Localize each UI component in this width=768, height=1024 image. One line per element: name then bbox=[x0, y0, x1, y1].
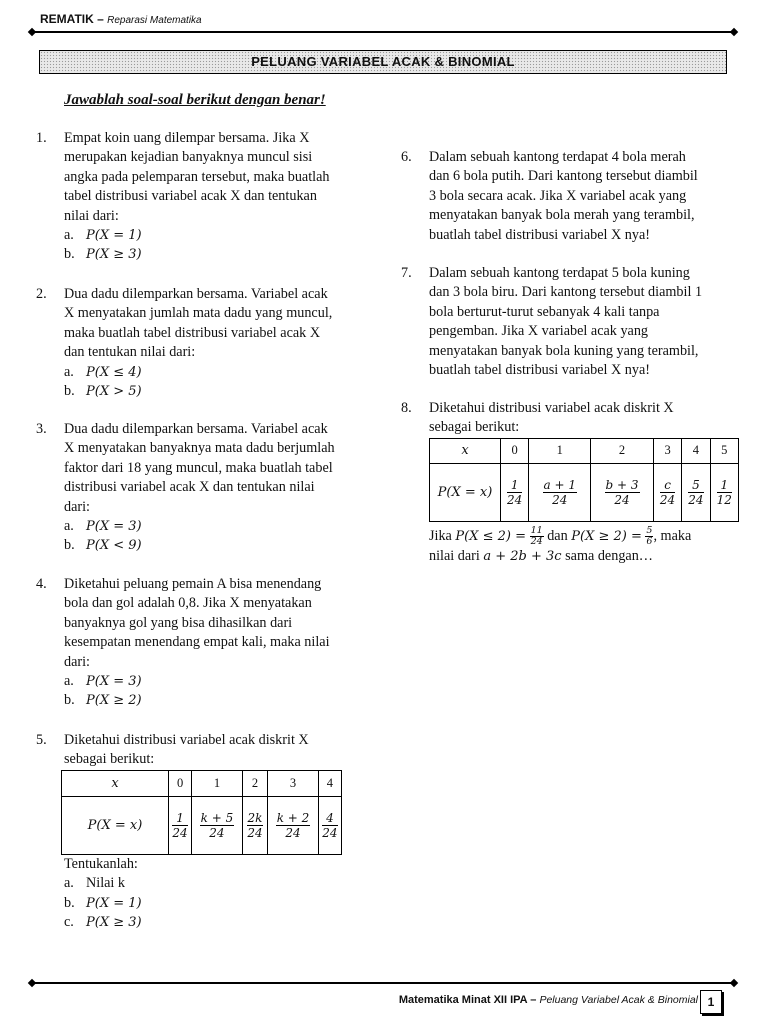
question-number: 2. bbox=[36, 286, 47, 302]
question-text: maka buatlah tabel distribusi variabel acak X bbox=[64, 324, 321, 341]
footer-rule-right-end bbox=[730, 979, 738, 987]
probability-fraction: $\frac{k + 2}{24}$ bbox=[276, 810, 310, 840]
option-label: b. bbox=[64, 692, 75, 709]
question-number: 8. bbox=[401, 400, 412, 416]
question-text: Tentukanlah: bbox=[64, 855, 138, 872]
footer-rule-left-end bbox=[28, 979, 36, 987]
table-x-value: 5 bbox=[710, 438, 738, 463]
question-text: nilai dari: bbox=[64, 207, 119, 224]
option-expression: Nilai k bbox=[86, 875, 126, 892]
question-text: menyatakan banyak bola kuning yang terambil, bbox=[429, 342, 699, 359]
question-text: Empat koin uang dilempar bersama. Jika X bbox=[64, 130, 310, 146]
header-rule-left-end bbox=[28, 28, 36, 36]
option-expression: P(X ≥ 2) bbox=[86, 693, 142, 709]
question-text: 3 bola secara acak. Jika X variabel acak yang bbox=[429, 187, 687, 204]
option-label: a. bbox=[64, 363, 74, 380]
table-x-value: 1 bbox=[529, 438, 591, 463]
question-text: sebagai berikut: bbox=[64, 751, 155, 768]
option-label: b. bbox=[64, 537, 75, 554]
option-expression: P(X = 3) bbox=[86, 519, 142, 535]
question-text: dan 3 bola biru. Dari kantong tersebut diambil 1 bbox=[429, 284, 703, 301]
question-text: Dua dadu dilemparkan bersama. Variabel acak bbox=[64, 286, 328, 302]
option-label: b. bbox=[64, 894, 75, 911]
option-expression: P(X ≤ 4) bbox=[86, 364, 142, 380]
question-text: bola dan gol adalah 0,8. Jika X menyatakan bbox=[64, 595, 312, 612]
option-label: c. bbox=[64, 914, 74, 931]
option-label: a. bbox=[64, 227, 74, 244]
question-text: distribusi variabel acak X dan tentukan nilai bbox=[64, 479, 315, 496]
question-text: banyaknya gol yang bisa dihasilkan dari bbox=[64, 614, 293, 631]
probability-fraction: $\frac{b + 3}{24}$ bbox=[605, 477, 639, 507]
probability-fraction: $\frac{1}{12}$ bbox=[716, 477, 732, 507]
condition-line: Jika P(X ≤ 2) = $\frac{11}{24}$ dan P(X ≥ 2) = $\frac{5}{6}$, maka bbox=[429, 524, 692, 547]
question-text: bola berturut-turut sebanyak 4 kali tanpa bbox=[429, 303, 660, 320]
table-header-x: x bbox=[62, 770, 169, 796]
question-text: buatlah tabel distribusi variabel X nya! bbox=[429, 226, 651, 243]
option-expression: P(X > 5) bbox=[86, 384, 142, 400]
question-text: Diketahui distribusi variabel acak diskrit X bbox=[64, 732, 309, 748]
probability-fraction: $\frac{c}{24}$ bbox=[659, 477, 676, 507]
target-expression: a + 2b + 3c bbox=[483, 548, 562, 564]
probability-fraction: $\frac{a + 1}{24}$ bbox=[543, 477, 576, 507]
option-expression: P(X = 1) bbox=[86, 228, 142, 244]
question-text: Dalam sebuah kantong terdapat 5 bola kuning bbox=[429, 265, 690, 281]
probability-fraction: $\frac{4}{24}$ bbox=[322, 810, 338, 840]
probability-fraction: $\frac{1}{24}$ bbox=[172, 810, 188, 840]
question-number: 7. bbox=[401, 265, 412, 281]
option-label: a. bbox=[64, 875, 74, 892]
condition-fraction: $\frac{11}{24}$ bbox=[530, 524, 543, 547]
question-text: angka pada pelemparan tersebut, maka buatlah bbox=[64, 168, 330, 185]
table-x-value: 1 bbox=[192, 770, 243, 796]
probability-fraction: $\frac{1}{24}$ bbox=[507, 477, 523, 507]
page-title: PELUANG VARIABEL ACAK & BINOMIAL bbox=[39, 50, 727, 74]
brand-tagline: Reparasi Matematika bbox=[107, 15, 202, 26]
brand-name: REMATIK – bbox=[40, 12, 104, 26]
header-brand bbox=[40, 12, 202, 26]
question-text: X menyatakan banyaknya mata dadu berjumlah bbox=[64, 440, 335, 457]
option-expression: P(X ≥ 3) bbox=[86, 247, 142, 263]
table-x-value: 4 bbox=[682, 438, 710, 463]
option-label: b. bbox=[64, 246, 75, 263]
probability-fraction: $\frac{5}{24}$ bbox=[688, 477, 704, 507]
condition-fraction: $\frac{5}{6}$ bbox=[646, 524, 653, 547]
question-text: kesempatan menendang empat kali, maka nilai bbox=[64, 634, 330, 651]
option-label: a. bbox=[64, 518, 74, 535]
footer-rule bbox=[32, 982, 734, 984]
option-label: a. bbox=[64, 673, 74, 690]
question-number: 1. bbox=[36, 130, 47, 146]
question-text: Dalam sebuah kantong terdapat 4 bola merah bbox=[429, 149, 686, 165]
option-expression: P(X = 1) bbox=[86, 895, 142, 911]
condition-expression: P(X ≥ 2) = bbox=[571, 528, 642, 544]
question-text: dan 6 bola putih. Dari kantong tersebut diambil bbox=[429, 168, 698, 185]
question-text: pengemban. Jika X variabel acak yang bbox=[429, 323, 649, 340]
question-text: faktor dari 18 yang muncul, maka buatlah tabel bbox=[64, 459, 333, 476]
option-label: b. bbox=[64, 383, 75, 400]
question-text: Diketahui distribusi variabel acak diskrit X bbox=[429, 400, 674, 416]
table-header-x: x bbox=[430, 438, 501, 463]
question-text: tabel distribusi variabel acak X dan tentukan bbox=[64, 188, 317, 205]
question-text: X menyatakan jumlah mata dadu yang muncul, bbox=[64, 305, 333, 322]
question-text: merupakan kejadian banyaknya muncul sisi bbox=[64, 149, 313, 166]
question-text: Diketahui peluang pemain A bisa menendang bbox=[64, 576, 322, 592]
page-number: 1 bbox=[700, 990, 722, 1014]
probability-fraction: $\frac{2k}{24}$ bbox=[247, 810, 263, 840]
table-x-value: 3 bbox=[653, 438, 681, 463]
table-x-value: 4 bbox=[318, 770, 341, 796]
option-expression: P(X ≥ 3) bbox=[86, 915, 142, 931]
instruction: Jawablah soal-soal berikut dengan benar! bbox=[64, 92, 326, 108]
footer-text bbox=[399, 994, 698, 1006]
table-x-value: 3 bbox=[268, 770, 319, 796]
question-text: menyatakan banyak bola merah yang terambil, bbox=[429, 207, 695, 224]
question-number: 4. bbox=[36, 576, 47, 592]
option-expression: P(X < 9) bbox=[86, 538, 142, 554]
table-x-value: 2 bbox=[242, 770, 267, 796]
condition-line-2: nilai dari a + 2b + 3c sama dengan… bbox=[429, 547, 653, 564]
footer-topic: Peluang Variabel Acak & Binomial bbox=[539, 994, 698, 1006]
question-number: 3. bbox=[36, 421, 47, 437]
condition-expression: P(X ≤ 2) = bbox=[455, 528, 527, 544]
header-rule-right-end bbox=[730, 28, 738, 36]
header-rule bbox=[32, 31, 734, 33]
question-text: Dua dadu dilemparkan bersama. Variabel acak bbox=[64, 421, 328, 437]
option-expression: P(X = 3) bbox=[86, 674, 142, 690]
question-text: sebagai berikut: bbox=[429, 419, 520, 436]
distribution-table bbox=[429, 438, 739, 522]
question-text: buatlah tabel distribusi variabel X nya! bbox=[429, 362, 651, 379]
question-text: dari: bbox=[64, 653, 90, 670]
distribution-table bbox=[61, 770, 342, 855]
question-number: 5. bbox=[36, 732, 47, 748]
footer-course: Matematika Minat XII IPA – bbox=[398, 994, 537, 1006]
probability-fraction: $\frac{k + 5}{24}$ bbox=[200, 810, 234, 840]
question-text: dari: bbox=[64, 498, 90, 515]
table-x-value: 0 bbox=[169, 770, 192, 796]
table-header-p: P(X = x) bbox=[430, 463, 501, 521]
table-x-value: 0 bbox=[501, 438, 529, 463]
question-text: dan tentukan nilai dari: bbox=[64, 344, 196, 361]
table-header-p: P(X = x) bbox=[62, 796, 169, 854]
question-number: 6. bbox=[401, 149, 412, 165]
table-x-value: 2 bbox=[591, 438, 654, 463]
